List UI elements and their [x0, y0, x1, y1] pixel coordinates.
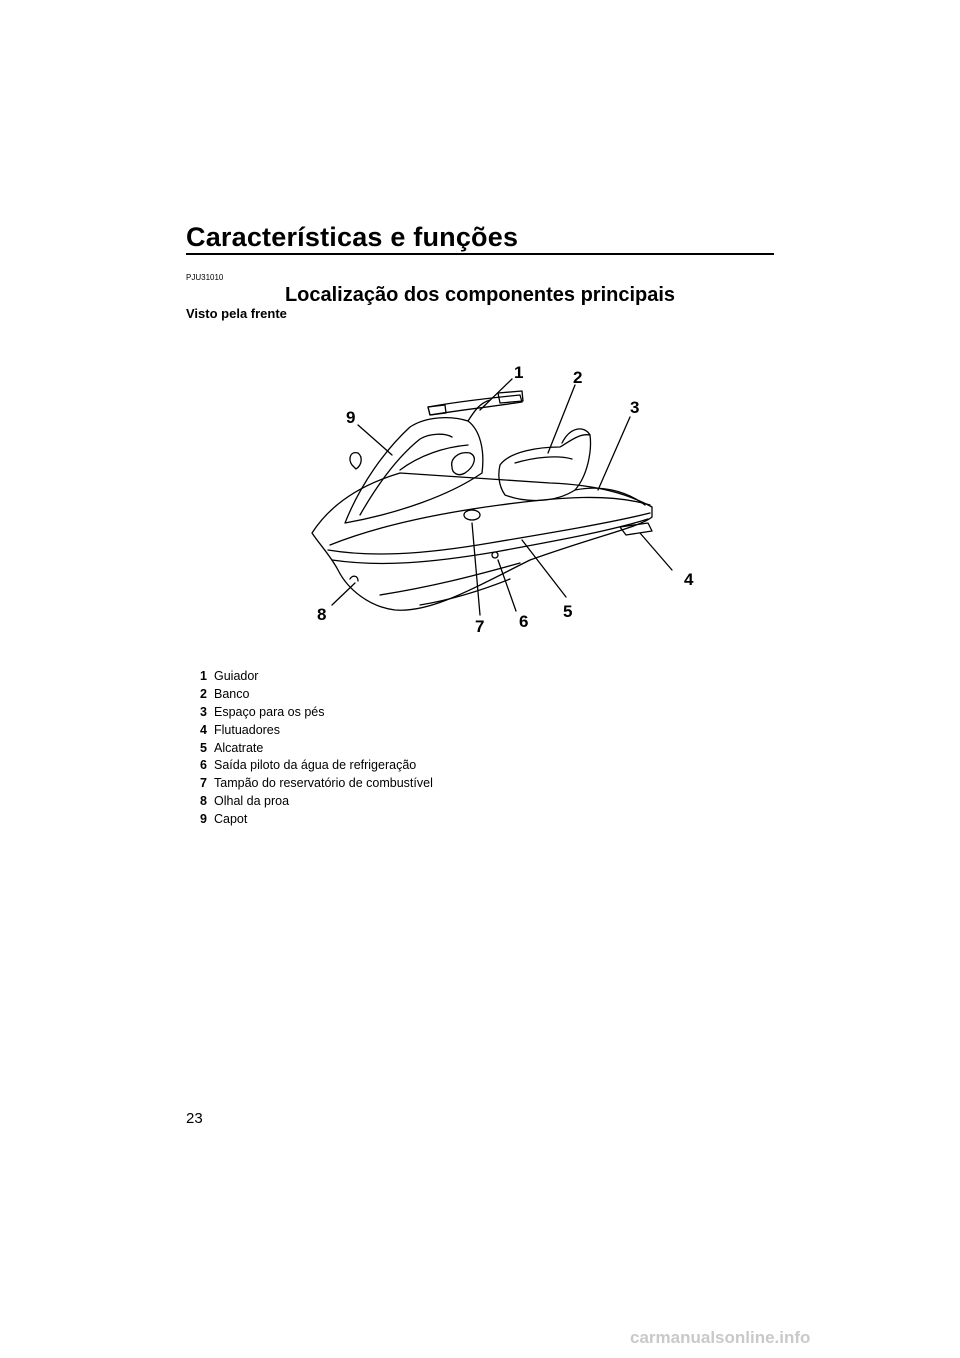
rub-rail — [328, 513, 650, 554]
subsection-title: Visto pela frente — [186, 306, 287, 321]
callout-3: 3 — [630, 398, 640, 417]
legend-text: Tampão do reservatório de combustível — [214, 776, 433, 791]
callout-7: 7 — [475, 617, 485, 636]
legend-item — [200, 722, 433, 740]
legend-number: 2 — [200, 686, 207, 701]
callout-1: 1 — [514, 363, 524, 382]
hull-chine — [380, 563, 520, 595]
callout-2: 2 — [573, 368, 583, 387]
leader-9 — [358, 425, 392, 455]
hood-windscreen — [360, 434, 452, 515]
legend-number: 3 — [200, 704, 207, 719]
legend-item — [200, 775, 433, 793]
callout-9: 9 — [346, 408, 356, 427]
legend-text: Olhal da proa — [214, 794, 290, 809]
legend-number: 6 — [200, 758, 207, 773]
legend-text: Guiador — [214, 669, 259, 683]
legend-text: Espaço para os pés — [214, 704, 325, 719]
bow-eye — [350, 576, 358, 581]
chapter-rule — [186, 253, 774, 255]
legend-number: 1 — [200, 669, 207, 683]
leader-7 — [472, 523, 480, 615]
reference-code: PJU31010 — [186, 273, 224, 282]
legend-text: Banco — [214, 686, 250, 701]
pilot-outlet — [492, 552, 498, 558]
component-legend — [200, 668, 433, 829]
legend-item — [200, 757, 433, 775]
leader-4 — [640, 533, 672, 570]
legend-item — [200, 811, 433, 829]
legend-number: 4 — [200, 722, 207, 737]
fuel-cap — [464, 510, 480, 520]
callout-8: 8 — [317, 605, 327, 624]
callout-5: 5 — [563, 602, 573, 621]
legend-item — [200, 668, 433, 686]
legend-text: Flutuadores — [214, 722, 281, 737]
legend-number: 5 — [200, 740, 207, 755]
leader-6 — [498, 560, 516, 611]
callout-4: 4 — [684, 570, 694, 589]
section-title: Localização dos componentes principais — [284, 284, 676, 306]
rub-rail-lower — [332, 519, 648, 563]
seat — [499, 435, 591, 501]
leader-5 — [522, 540, 566, 597]
legend-number: 7 — [200, 776, 207, 791]
legend-text: Capot — [214, 812, 248, 827]
legend-number: 9 — [200, 812, 207, 827]
handlebar-grip-left — [428, 405, 446, 415]
watercraft-illustration — [300, 355, 720, 645]
legend-text: Saída piloto da água de refrigeração — [214, 758, 417, 773]
watermark: carmanualsonline.info — [630, 1328, 811, 1347]
legend-item — [200, 686, 433, 704]
legend-number: 8 — [200, 794, 207, 809]
leader-3 — [598, 417, 630, 490]
callout-6: 6 — [519, 612, 529, 631]
deck-line — [330, 497, 650, 545]
seat-stitch — [515, 457, 572, 463]
watercraft-drawing — [300, 355, 720, 645]
legend-text: Alcatrate — [214, 740, 264, 755]
chapter-title: Características e funções — [186, 222, 519, 252]
legend-item — [200, 793, 433, 811]
leader-8 — [332, 583, 355, 605]
seat-rear — [562, 429, 590, 443]
hood — [345, 418, 483, 523]
steering-cover — [452, 453, 475, 475]
page-number: 23 — [186, 1110, 203, 1127]
left-mirror — [350, 453, 361, 469]
legend-item — [200, 740, 433, 758]
legend-item — [200, 704, 433, 722]
hood-ridge — [400, 445, 468, 470]
